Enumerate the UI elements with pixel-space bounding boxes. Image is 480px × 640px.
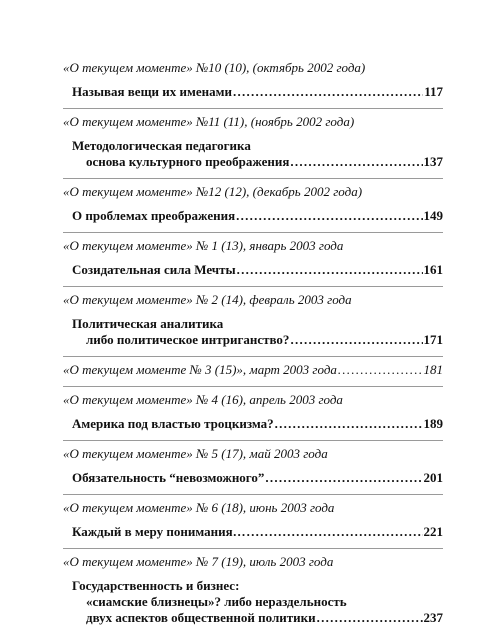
entry-line xyxy=(72,316,443,332)
page-number: 221 xyxy=(423,524,443,539)
page-number: 149 xyxy=(423,208,443,223)
toc-section-13 xyxy=(63,232,443,286)
section-header: «О текущем моменте» № 1 (13), январь 2003 года xyxy=(63,238,344,253)
dot-leader xyxy=(237,262,423,278)
entry-title: Политическая аналитика xyxy=(72,316,224,331)
entry-line xyxy=(72,138,443,154)
entry-line xyxy=(72,208,443,224)
toc-entry xyxy=(63,84,443,100)
entry-title: Каждый в меру понимания… xyxy=(72,524,246,539)
toc-section-10 xyxy=(63,60,443,108)
page-number: 171 xyxy=(423,332,443,347)
page-number: 161 xyxy=(423,262,443,277)
dot-leader xyxy=(317,610,423,626)
dot-leader xyxy=(233,84,423,100)
entry-title: «сиамские близнецы»? либо нераздельность xyxy=(86,594,347,609)
entry-line xyxy=(72,524,443,540)
toc-entry xyxy=(63,524,443,540)
table-of-contents xyxy=(63,60,443,634)
section-header: «О текущем моменте» №11 (11), (ноябрь 2002 года) xyxy=(63,114,355,129)
page-number: 189 xyxy=(423,416,443,431)
dot-leader xyxy=(247,524,423,540)
entry-line xyxy=(72,84,443,100)
page-number: 181 xyxy=(423,362,443,377)
dot-leader xyxy=(265,470,422,486)
entry-title: основа культурного преображения xyxy=(86,154,290,169)
toc-section-17 xyxy=(63,440,443,494)
toc-section-16 xyxy=(63,386,443,440)
toc-entry xyxy=(63,138,443,170)
toc-entry xyxy=(63,470,443,486)
dot-leader xyxy=(236,208,422,224)
page-number: 237 xyxy=(423,610,443,625)
toc-section-14 xyxy=(63,286,443,356)
entry-line xyxy=(72,594,443,610)
page-number: 201 xyxy=(423,470,443,485)
dot-leader xyxy=(275,416,423,432)
entry-title: Созидательная сила Мечты xyxy=(72,262,236,277)
entry-line xyxy=(72,154,443,170)
section-header: «О текущем моменте» № 5 (17), май 2003 года xyxy=(63,446,328,461)
entry-title: двух аспектов общественной политики xyxy=(86,610,316,625)
section-header-with-page xyxy=(63,362,443,378)
section-header: «О текущем моменте № 3 (15)», март 2003 года xyxy=(63,362,337,377)
entry-title: Называя вещи их именами xyxy=(72,84,232,99)
entry-line xyxy=(72,262,443,278)
toc-entry xyxy=(63,316,443,348)
entry-title: Америка под властью троцкизма? xyxy=(72,416,274,431)
section-header: «О текущем моменте» №12 (12), (декабрь 2002 года) xyxy=(63,184,363,199)
entry-line xyxy=(72,470,443,486)
entry-title: О проблемах преображения xyxy=(72,208,236,223)
entry-line xyxy=(72,332,443,348)
entry-line xyxy=(72,578,443,594)
toc-entry xyxy=(63,578,443,626)
page-number: 137 xyxy=(423,154,443,169)
entry-title: Обязательность “невозможного” xyxy=(72,470,265,485)
entry-title: Методологическая педагогика xyxy=(72,138,251,153)
toc-section-11 xyxy=(63,108,443,178)
toc-entry xyxy=(63,416,443,432)
page-number: 117 xyxy=(424,84,443,99)
dot-leader xyxy=(290,154,422,170)
entry-line xyxy=(72,610,443,626)
entry-line xyxy=(72,416,443,432)
entry-title: либо политическое интриганство? xyxy=(86,332,290,347)
toc-entry xyxy=(63,262,443,278)
toc-section-15 xyxy=(63,356,443,386)
toc-entry xyxy=(63,208,443,224)
toc-section-12 xyxy=(63,178,443,232)
section-header: «О текущем моменте» № 6 (18), июнь 2003 года xyxy=(63,500,335,515)
section-header: «О текущем моменте» № 7 (19), июль 2003 года xyxy=(63,554,334,569)
section-header: «О текущем моменте» №10 (10), (октябрь 2002 года) xyxy=(63,60,366,75)
entry-title: Государственность и бизнес: xyxy=(72,578,240,593)
section-header: «О текущем моменте» № 2 (14), февраль 2003 года xyxy=(63,292,352,307)
toc-section-19 xyxy=(63,548,443,634)
dot-leader xyxy=(338,362,423,378)
toc-section-18 xyxy=(63,494,443,548)
section-header: «О текущем моменте» № 4 (16), апрель 2003 года xyxy=(63,392,343,407)
dot-leader xyxy=(290,332,422,348)
